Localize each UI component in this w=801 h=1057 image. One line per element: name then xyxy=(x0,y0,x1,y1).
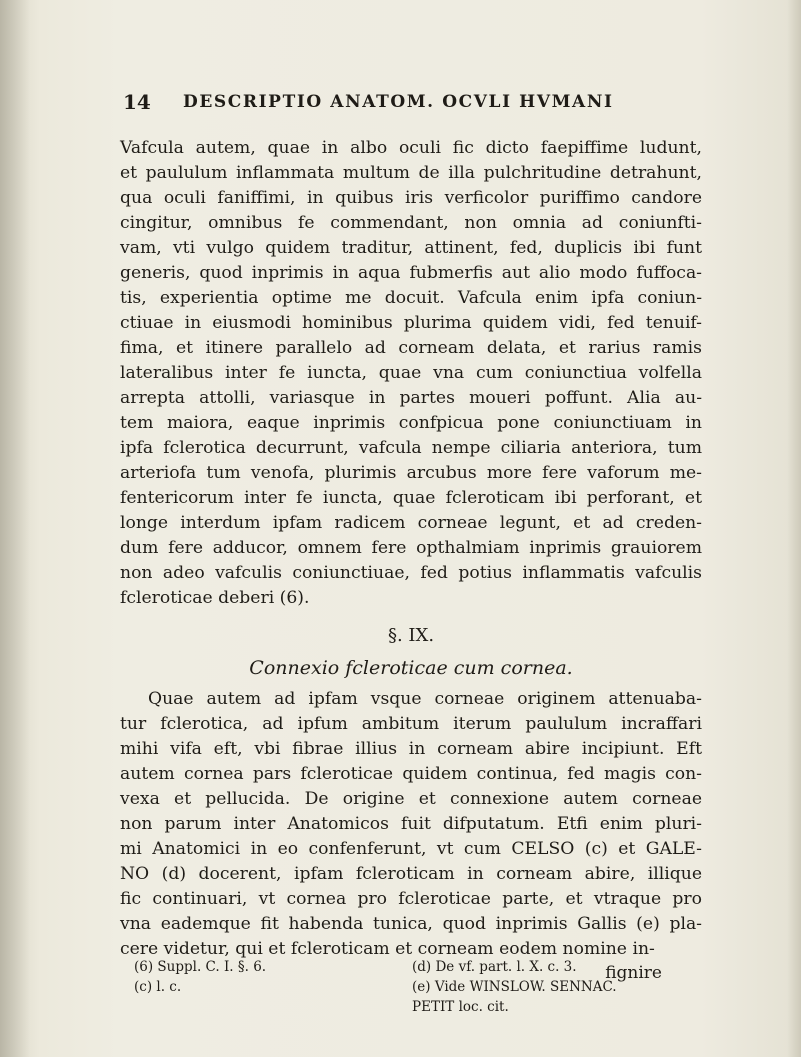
text-line: vexa et pellucida. De origine et connexione autem corneae xyxy=(120,789,702,809)
page-edge xyxy=(787,0,801,1057)
catchword: fignire xyxy=(605,963,662,983)
footnotes-right xyxy=(412,957,702,1017)
text-line: tur fclerotica, ad ipfum ambitum iterum paululum incraffari xyxy=(120,714,702,734)
text-line: ctiuae in eiusmodi hominibus plurima quidem vidi, fed tenuif- xyxy=(120,313,702,333)
paragraph-1 xyxy=(120,136,702,611)
text-line: fic continuari, vt cornea pro fcleroticae parte, et vtraque pro xyxy=(120,889,702,909)
text-line: cingitur, omnibus fe commendant, non omnia ad coniunfti- xyxy=(120,213,702,233)
text-line: mi Anatomici in eo confenferunt, vt cum CELSO (c) et GALE- xyxy=(120,839,702,859)
text-line: fentericorum inter fe iuncta, quae fcleroticam ibi perforant, et xyxy=(120,488,702,508)
footnote: (c) l. c. xyxy=(134,979,182,995)
footnote: (6) Suppl. C. I. §. 6. xyxy=(134,959,267,975)
page-header xyxy=(123,90,703,120)
text-line: tem maiora, eaque inprimis confpicua pone coniunctiuam in xyxy=(120,413,702,433)
text-line: longe interdum ipfam radicem corneae legunt, et ad creden- xyxy=(120,513,702,533)
section-title: Connexio fcleroticae cum cornea. xyxy=(249,657,573,679)
footnote: PETIT loc. cit. xyxy=(412,999,509,1015)
text-line: fcleroticae deberi (6). xyxy=(120,588,310,608)
text-line: arteriofa tum venofa, plurimis arcubus more fere vaforum me- xyxy=(120,463,702,483)
text-line: fima, et itinere parallelo ad corneam delata, et rarius ramis xyxy=(120,338,702,358)
text-line: tis, experientia optime me docuit. Vafcula enim ipfa coniun- xyxy=(120,288,702,308)
gutter-shadow xyxy=(0,0,30,1057)
footnote: (d) De vf. part. l. X. c. 3. xyxy=(412,959,577,975)
running-head: DESCRIPTIO ANATOM. OCVLI HVMANI xyxy=(183,92,614,112)
text-line: dum fere adducor, omnem fere opthalmiam inprimis grauiorem xyxy=(120,538,702,558)
text-line: mihi vifa eft, vbi fibrae illius in corneam abire incipiunt. Eft xyxy=(120,739,702,759)
text-line: et paululum inflammata multum de illa pulchritudine detrahunt, xyxy=(120,163,702,183)
text-line: vam, vti vulgo quidem traditur, attinent, fed, duplicis ibi funt xyxy=(120,238,702,258)
page-number: 14 xyxy=(123,90,151,114)
paragraph-2 xyxy=(120,687,702,962)
text-line: qua oculi faniffimi, in quibus iris verficolor puriffimo candore xyxy=(120,188,702,208)
text-line: non adeo vafculis coniunctiuae, fed potius inflammatis vafculis xyxy=(120,563,702,583)
text-line: Quae autem ad ipfam vsque corneae originem attenuaba- xyxy=(148,689,702,709)
text-line: generis, quod inprimis in aqua fubmerfis aut alio modo fuffoca- xyxy=(120,263,702,283)
section-number: §. IX. xyxy=(387,625,435,646)
text-line: vna eademque fit habenda tunica, quod inprimis Gallis (e) pla- xyxy=(120,914,702,934)
text-line: Vafcula autem, quae in albo oculi fic dicto faepiffime ludunt, xyxy=(120,138,702,158)
footnotes-left xyxy=(134,957,364,997)
text-line: NO (d) docerent, ipfam fcleroticam in corneam abire, illique xyxy=(120,864,702,884)
text-line: non parum inter Anatomicos fuit difputatum. Etfi enim pluri- xyxy=(120,814,702,834)
footnote: (e) Vide WINSLOW. SENNAC. xyxy=(412,979,617,995)
text-line: cere videtur, qui et fcleroticam et corneam eodem nomine in- xyxy=(120,939,655,959)
text-line: ipfa fclerotica decurrunt, vafcula nempe ciliaria anteriora, tum xyxy=(120,438,702,458)
main-text xyxy=(120,136,702,984)
text-line: arrepta attolli, variasque in partes moueri poffunt. Alia au- xyxy=(120,388,702,408)
text-line: autem cornea pars fcleroticae quidem continua, fed magis con- xyxy=(120,764,702,784)
footnotes xyxy=(120,957,702,1017)
text-line: lateralibus inter fe iuncta, quae vna cum coniunctiua volfella xyxy=(120,363,702,383)
